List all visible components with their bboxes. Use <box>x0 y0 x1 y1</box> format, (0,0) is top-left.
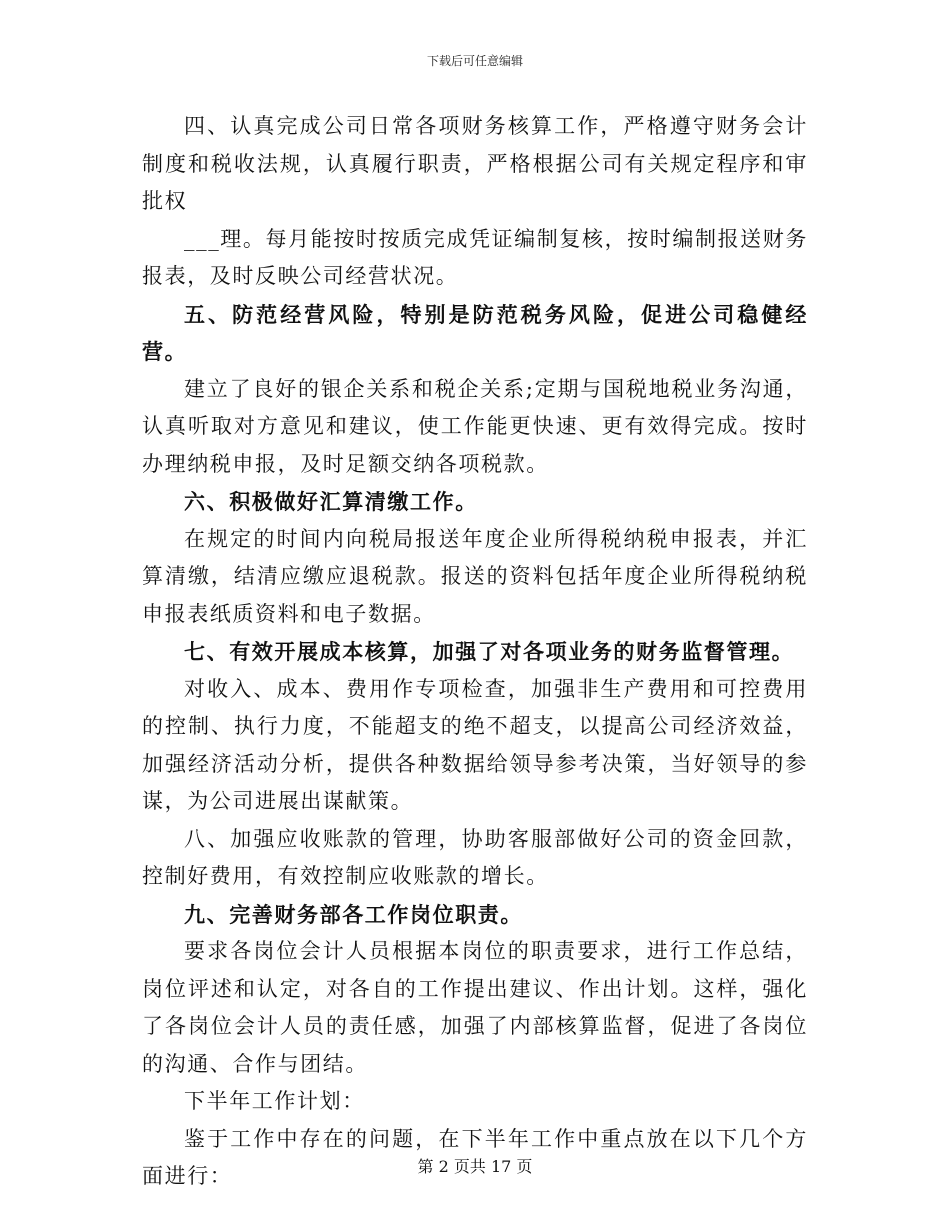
paragraph-section-6: 在规定的时间内向税局报送年度企业所得税纳税申报表，并汇算清缴，结清应缴应退税款。报送的资料包括年度企业所得税纳税申报表纸质资料和电子数据。 <box>142 526 808 626</box>
paragraph-plan-title: 下半年工作计划： <box>184 1089 365 1113</box>
document-body <box>142 108 808 1196</box>
paragraph-section-4: 四、认真完成公司日常各项财务核算工作，严格遵守财务会计制度和税收法规，认真履行职责，严格根据公司有关规定程序和审批权 <box>142 114 808 213</box>
paragraph-section-7: 对收入、成本、费用作专项检查，加强非生产费用和可控费用的控制、执行力度，不能超支的绝不超支，以提高公司经济效益，加强经济活动分析，提供各种数据给领导参考决策，当好领导的参谋，为公司进展出谋献策。 <box>142 676 808 813</box>
paragraph-section-8: 八、加强应收账款的管理，协助客服部做好公司的资金回款，控制好费用，有效控制应收账款的增长。 <box>142 826 808 888</box>
paragraph-section-5: 建立了良好的银企关系和税企关系;定期与国税地税业务沟通，认真听取对方意见和建议，使工作能更快速、更有效得完成。按时办理纳税申报，及时足额交纳各项税款。 <box>142 376 808 476</box>
page-footer: 第 2 页共 17 页 <box>417 1157 533 1176</box>
paragraph-plan-intro: 鉴于工作中存在的问题，在下半年工作中重点放在以下几个方面进行： <box>142 1126 808 1188</box>
page-header: 下载后可任意编辑 <box>426 54 523 68</box>
heading-section-7: 七、有效开展成本核算，加强了对各项业务的财务监督管理。 <box>184 639 795 664</box>
paragraph-section-4-continued: ___理。每月能按时按质完成凭证编制复核，按时编制报送财务报表，及时反映公司经营状况。 <box>142 226 808 288</box>
heading-section-5: 五、防范经营风险，特别是防范税务风险，促进公司稳健经营。 <box>142 301 808 364</box>
heading-section-9: 九、完善财务部各工作岗位职责。 <box>184 901 523 927</box>
heading-section-6: 六、积极做好汇算清缴工作。 <box>184 489 478 514</box>
paragraph-section-9: 要求各岗位会计人员根据本岗位的职责要求，进行工作总结，岗位评述和认定，对各自的工作提出建议、作出计划。这样，强化了各岗位会计人员的责任感，加强了内部核算监督，促进了各岗位的沟通、合作与团结。 <box>142 939 808 1076</box>
